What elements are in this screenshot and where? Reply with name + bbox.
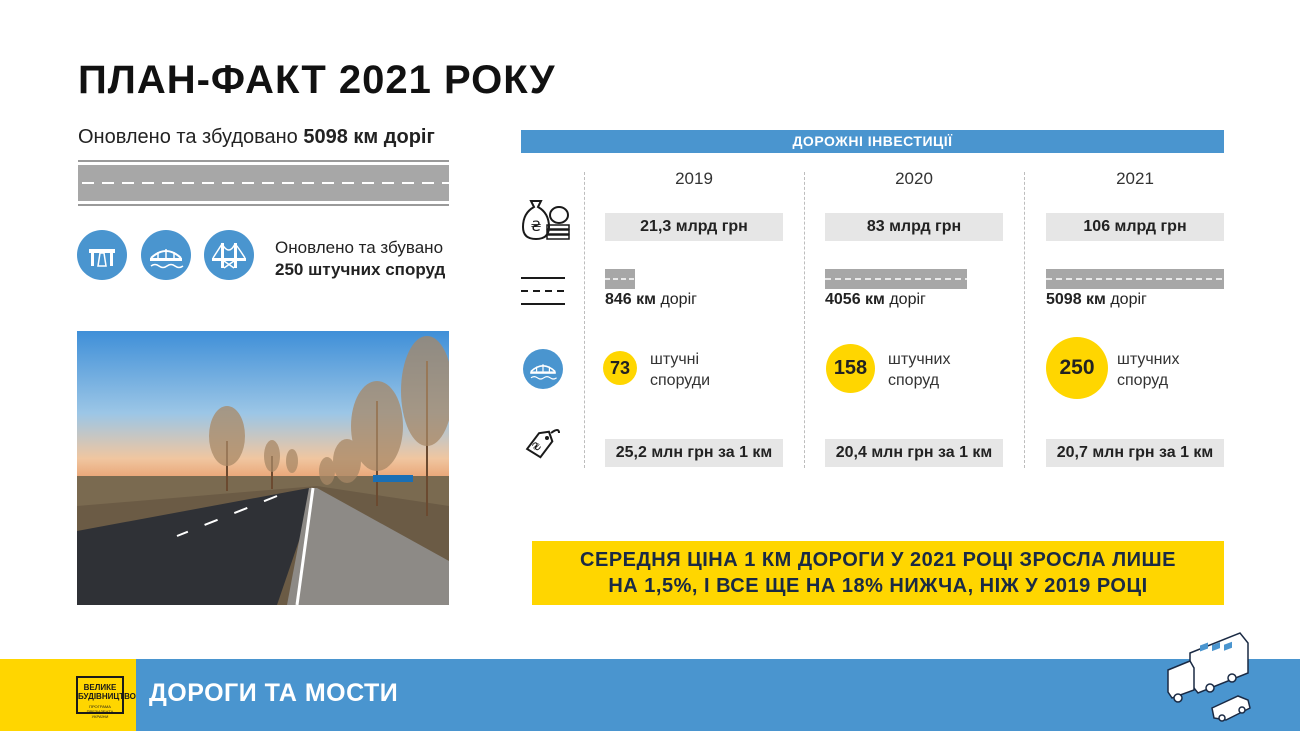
price-change-banner [532, 541, 1224, 605]
column-divider [804, 172, 805, 468]
amount-2019: 21,3 млрд грн [605, 213, 783, 241]
km-2019 [605, 291, 697, 309]
structures-count-2019: 73 [603, 351, 637, 385]
overpass-icon [77, 230, 127, 280]
structures-label-2021-line1: штучних [1117, 351, 1180, 368]
price-2019: 25,2 млн грн за 1 км [605, 439, 783, 467]
truck-and-car-icon [1160, 628, 1260, 723]
money-bag-icon [519, 195, 571, 243]
year-2021: 2021 [1116, 169, 1154, 188]
road-icon [519, 276, 567, 306]
logo-line1: ВЕЛИКЕ [83, 683, 117, 692]
bridge-icon [141, 230, 191, 280]
investments-header: ДОРОЖНІ ІНВЕСТИЦІЇ [521, 130, 1224, 153]
structures-label-2019 [650, 349, 710, 391]
banner-line1: СЕРЕДНЯ ЦІНА 1 КМ ДОРОГИ У 2021 РОЦІ ЗРОСЛА ЛИШЕ [580, 549, 1176, 571]
year-2019: 2019 [675, 169, 713, 188]
structures-label-2020-line2: споруд [888, 372, 940, 389]
km-2020 [825, 291, 926, 309]
page-title: ПЛАН-ФАКТ 2021 РОКУ [78, 58, 556, 102]
structures-summary-line2: 250 штучних споруд [275, 260, 446, 279]
road-bar-2020 [825, 269, 967, 289]
structures-label-2021-line2: споруд [1117, 372, 1169, 389]
amount-2020: 83 млрд грн [825, 213, 1003, 241]
price-tag-icon [519, 425, 563, 465]
roads-headline [78, 126, 435, 149]
banner-line2: НА 1,5%, І ВСЕ ЩЕ НА 18% НИЖЧА, НІЖ У 2019 РОЦІ [608, 575, 1148, 597]
road-bar-2019 [605, 269, 635, 289]
km-2019-suffix: доріг [660, 291, 697, 308]
roads-headline-prefix: Оновлено та збудовано [78, 126, 298, 148]
roads-headline-bold: 5098 км доріг [303, 126, 435, 148]
km-2019-value: 846 км [605, 291, 656, 308]
price-2020: 20,4 млн грн за 1 км [825, 439, 1003, 467]
amount-2021: 106 млрд грн [1046, 213, 1224, 241]
structures-label-2021 [1117, 349, 1179, 391]
svg-text:₴: ₴ [530, 219, 542, 235]
km-2020-suffix: доріг [889, 291, 926, 308]
road-photo [77, 331, 449, 605]
km-2021-suffix: доріг [1110, 291, 1147, 308]
program-logo [76, 676, 136, 719]
structures-label-2020 [888, 349, 950, 391]
structures-label-2019-line2: споруди [650, 372, 711, 389]
bridge-icon [523, 349, 563, 389]
structures-summary [275, 237, 445, 281]
logo-small: ПРОГРАМА ПРЕЗИДЕНТА УКРАЇНИ [86, 704, 114, 719]
year-2020: 2020 [895, 169, 933, 188]
logo-line2: БУДІВНИЦТВО [78, 692, 136, 701]
footer-title: ДОРОГИ ТА МОСТИ [149, 679, 399, 707]
structures-label-2019-line1: штучні [650, 351, 700, 368]
structures-summary-line1: Оновлено та збувано [275, 238, 444, 257]
suspension-bridge-icon [204, 230, 254, 280]
km-2021-value: 5098 км [1046, 291, 1106, 308]
structures-count-2021: 250 [1046, 337, 1108, 399]
price-2021: 20,7 млн грн за 1 км [1046, 439, 1224, 467]
structures-label-2020-line1: штучних [888, 351, 951, 368]
column-divider [584, 172, 585, 468]
road-illustration [78, 160, 449, 206]
km-2020-value: 4056 км [825, 291, 885, 308]
km-2021 [1046, 291, 1147, 309]
road-bar-2021 [1046, 269, 1224, 289]
column-divider [1024, 172, 1025, 468]
structures-count-2020: 158 [826, 344, 875, 393]
svg-text:₴: ₴ [529, 439, 545, 455]
